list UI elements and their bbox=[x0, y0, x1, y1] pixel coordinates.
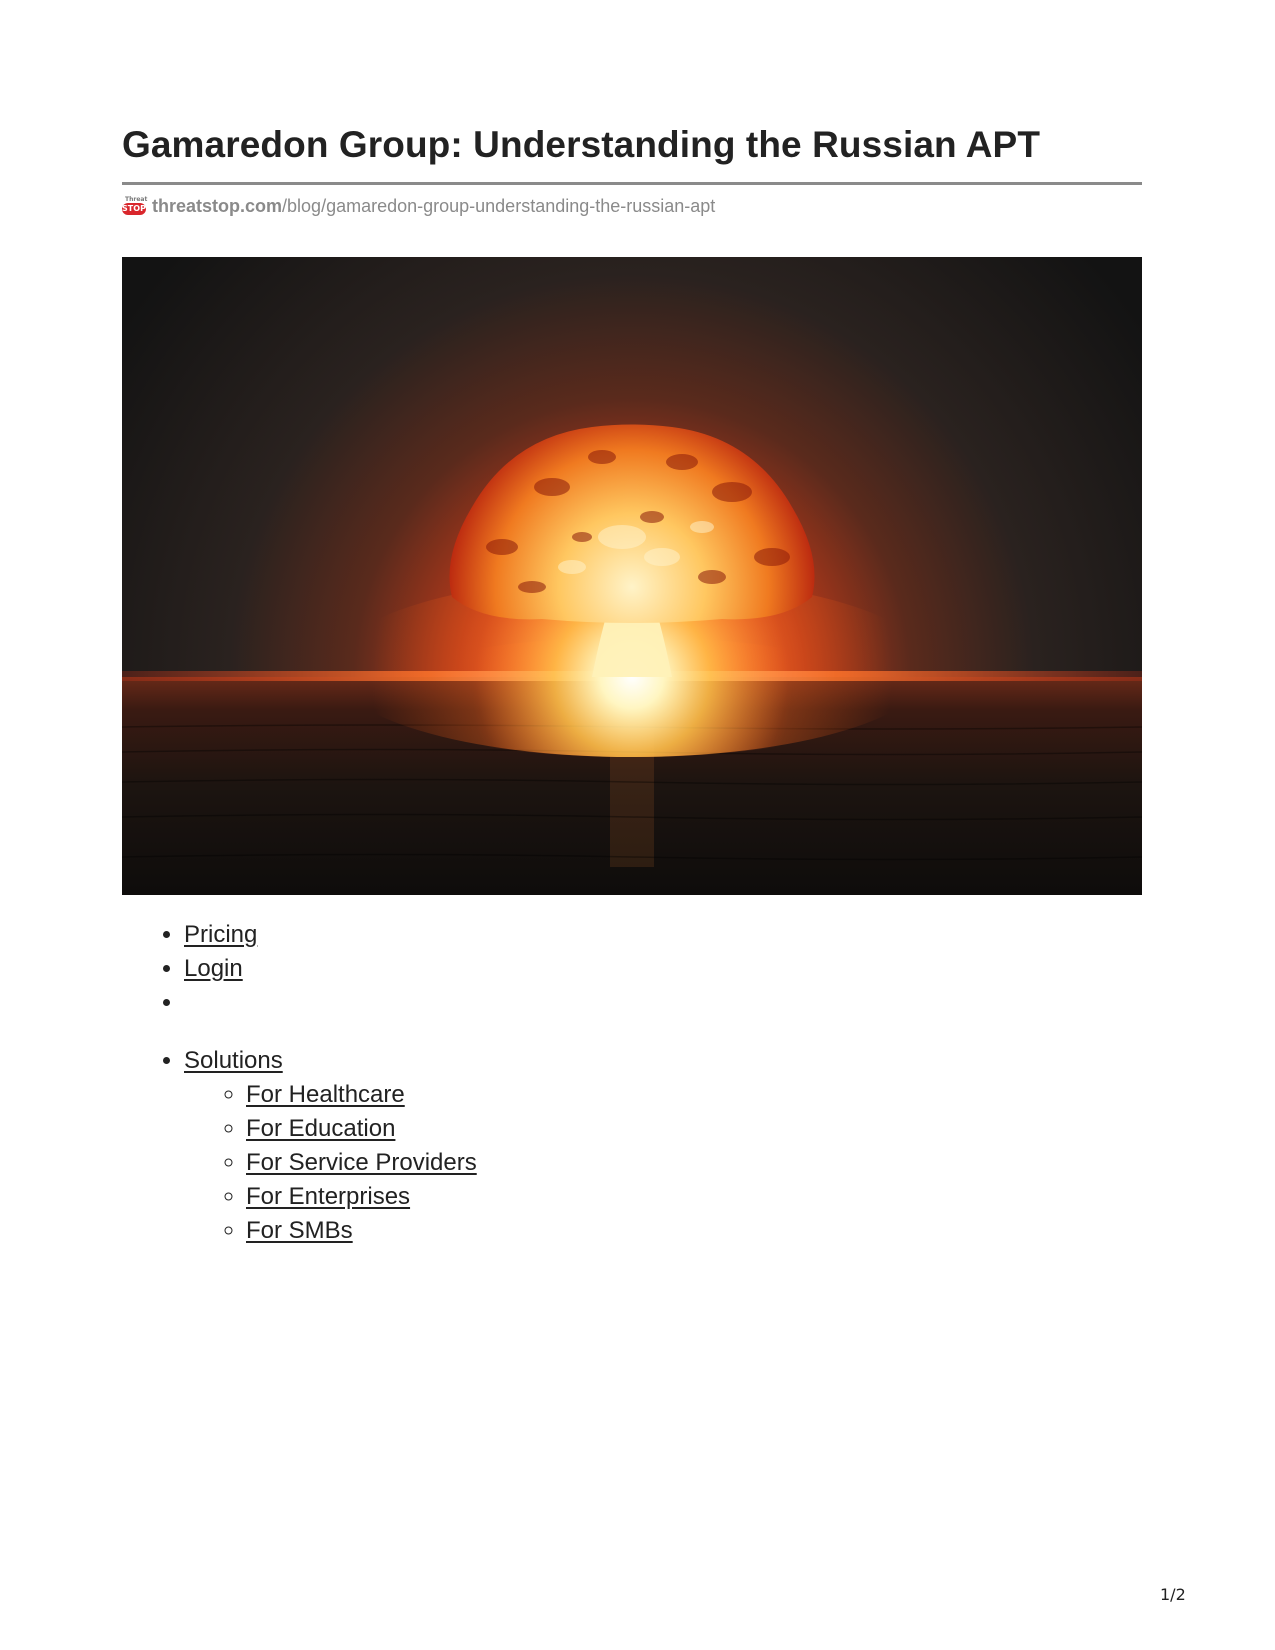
hero-image bbox=[122, 257, 1142, 895]
for-smbs-link[interactable]: For SMBs bbox=[246, 1217, 353, 1244]
source-domain[interactable]: threatstop.com bbox=[152, 195, 283, 216]
article-title: Gamaredon Group: Understanding the Russian APT bbox=[122, 124, 1041, 165]
source-path[interactable]: /blog/gamaredon-group-understanding-the-russian-apt bbox=[282, 195, 716, 216]
threatstop-favicon-icon bbox=[122, 196, 146, 216]
for-enterprises-link[interactable]: For Enterprises bbox=[246, 1183, 411, 1210]
submenu-item-service-providers bbox=[246, 1146, 1142, 1180]
solutions-link[interactable]: Solutions bbox=[184, 1047, 283, 1074]
favicon-badge-text: STOP bbox=[122, 204, 146, 213]
source-line bbox=[122, 194, 715, 218]
title-divider bbox=[122, 182, 1142, 185]
favicon-top-text: Threat bbox=[125, 196, 148, 203]
pricing-link[interactable]: Pricing bbox=[184, 921, 258, 948]
for-healthcare-link[interactable]: For Healthcare bbox=[246, 1081, 405, 1108]
page-number: 1/2 bbox=[1160, 1585, 1186, 1604]
site-navigation bbox=[122, 918, 1142, 1248]
nav-item-login bbox=[184, 952, 1142, 986]
nav-item-solutions bbox=[184, 1044, 1142, 1248]
solutions-nav-list bbox=[122, 1044, 1142, 1248]
nav-item-pricing bbox=[184, 918, 1142, 952]
login-link[interactable]: Login bbox=[184, 955, 243, 982]
submenu-item-enterprises bbox=[246, 1180, 1142, 1214]
solutions-submenu bbox=[184, 1078, 1142, 1248]
submenu-item-healthcare bbox=[246, 1078, 1142, 1112]
for-service-providers-link[interactable]: For Service Providers bbox=[246, 1149, 477, 1176]
primary-nav-list bbox=[122, 918, 1142, 1020]
mushroom-cloud-explosion-icon bbox=[122, 257, 1142, 895]
submenu-item-smbs bbox=[246, 1214, 1142, 1248]
for-education-link[interactable]: For Education bbox=[246, 1115, 396, 1142]
submenu-item-education bbox=[246, 1112, 1142, 1146]
nav-item-empty bbox=[184, 986, 1142, 1020]
